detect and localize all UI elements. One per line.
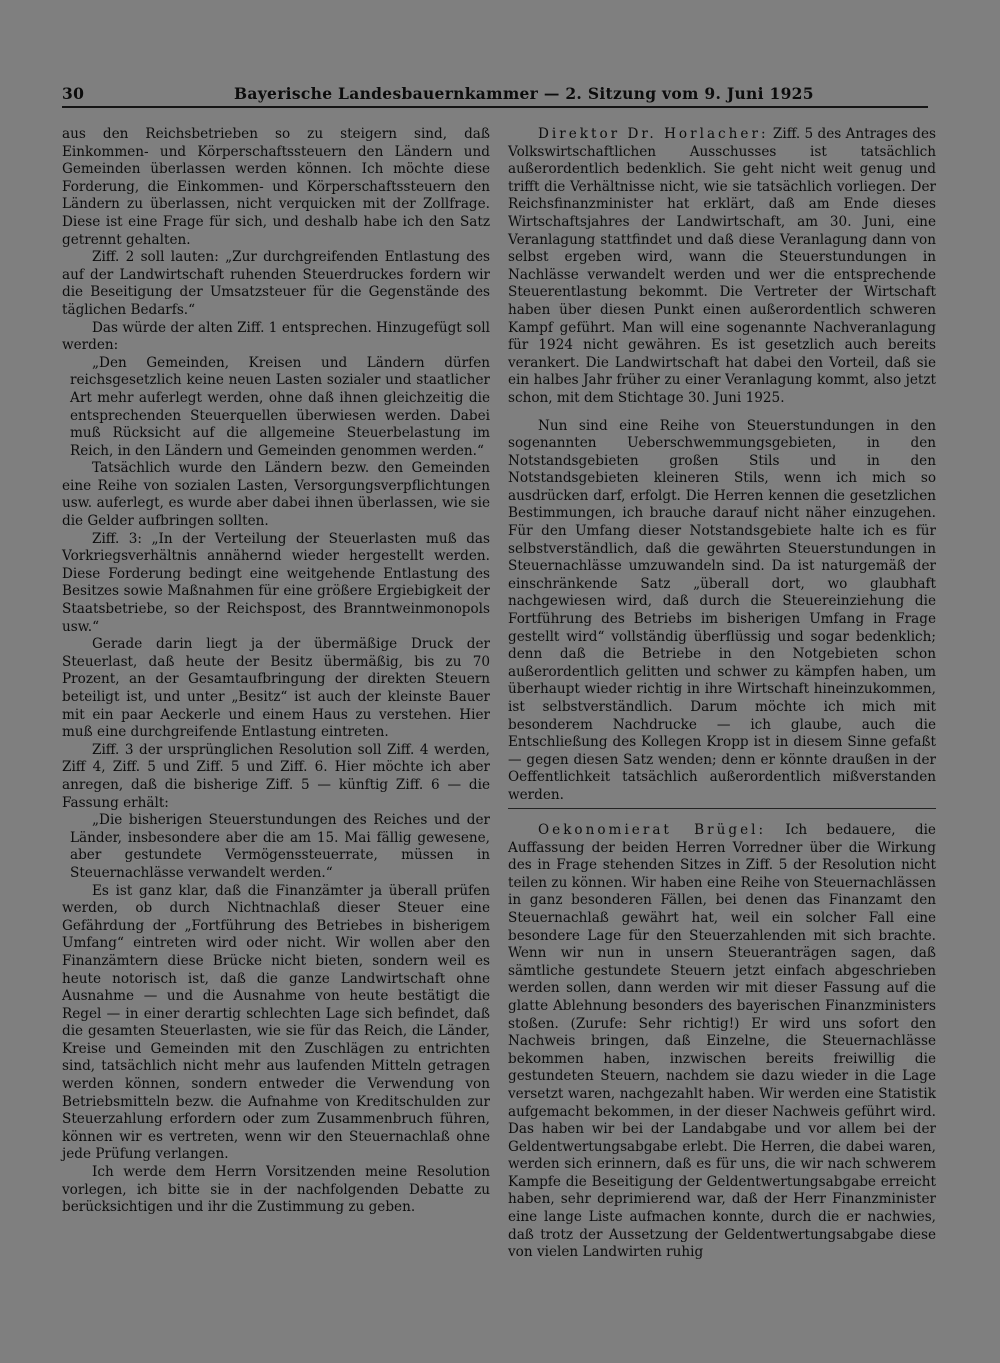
paragraph: Es ist ganz klar, daß die Finanzämter ja überall prüfen werden, ob durch Nichtnachlaß dieser Steuer eine Gefährdung der „Fortführung des Betriebes in bisherigem Umfang“ eintreten wird oder nicht. Wir wollen aber den Finanzämtern diese Brücke nicht bieten, sondern weil es heute notorisch ist, daß die ganze Landwirtschaft ohne Ausnahme — und die Ausnahme von heute bestätigt die Regel — in einer derartig schlechten Lage sich befindet, daß die gesamten Steuerlasten, wie sie für das Reich, die Länder, Kreise und Gemeinden mit den Zuschlägen zu entrichten sind, tatsächlich nicht mehr aus laufenden Mitteln getragen werden können, sondern entweder die Verwendung von Betriebsmitteln bezw. die Aufnahme von Kreditschulden zur Steuerzahlung erfordern oder zum Zusammenbruch führen, können wir es vertreten, wenn wir den Steuernachlaß ohne jede Prüfung verlangen.: [62, 882, 490, 1163]
paragraph: Das würde der alten Ziff. 1 entsprechen. Hinzugefügt soll werden:: [62, 319, 490, 354]
paragraph: Tatsächlich wurde den Ländern bezw. den Gemeinden eine Reihe von sozialen Lasten, Versorgungsverpflichtungen usw. auferlegt, es wurde aber dabei ihnen überlassen, wie sie die Gelder aufbringen sollten.: [62, 460, 490, 530]
paragraph: Nun sind eine Reihe von Steuerstundungen in den sogenannten Ueberschwemmungsgebieten, in den Notstandsgebieten großen Stils und in den Notstandsgebieten kleineren Stils, wenn ich mich so ausdrücken darf, erfolgt. Die Herren kennen die gesetzlichen Bestimmungen, ich brauche darauf nicht näher einzugehen. Für den Umfang dieser Notstandsgebiete halte ich es für selbstverständlich, daß die gewährten Steuerstundungen in Steuernachlässe umzuwandeln sind. Da ist naturgemäß der einschränkende Satz „überall dort, wo glaubhaft nachgewiesen wird, daß durch die Steuereinziehung die Fortführung des Betriebs im bisherigen Umfang in Frage gestellt wird“ vollständig überflüssig und sogar bedenklich; denn daß die Betriebe in den Notgebieten schon außerordentlich gelitten und schwer zu kämpfen haben, um überhaupt wieder richtig in ihre Wirtschaft hineinzukommen, ist selbstverständlich. Darum möchte ich mich mit besonderem Nachdrucke — ich glaube, auch die Entschließung des Kollegen Kropp ist in diesem Sinne gefaßt — gegen diesen Satz wenden; denn er könnte draußen in der Oeffentlichkeit tatsächlich außerordentlich mißverstanden werden.: [508, 417, 936, 803]
page-header: [62, 84, 928, 106]
right-column-bottom: [508, 822, 936, 1262]
speaker-name: Direktor Dr. Horlacher:: [538, 126, 769, 142]
paragraph: Gerade darin liegt ja der übermäßige Druck der Steuerlast, daß heute der Besitz übermäßig, bis zu 70 Prozent, an der Gesamtaufbringung der direkten Steuern beteiligt ist, und unter „Besitz“ ist auch der kleinste Bauer mit ein paar Aeckerle und einem Haus zu verstehen. Hier muß eine durchgreifende Entlastung eintreten.: [62, 636, 490, 741]
paragraph: Ziff. 3 der ursprünglichen Resolution soll Ziff. 4 werden, Ziff 4, Ziff. 5 und Ziff. 5 und Ziff. 6. Hier möchte ich aber anregen, daß die bisherige Ziff. 5 — künftig Ziff. 6 — die Fassung erhält:: [62, 741, 490, 811]
right-column-top: [508, 126, 936, 805]
speech-text: Ich bedauere, die Auffassung der beiden Herren Vorredner über die Wirkung des in Frage stehenden Sitzes in Ziff. 5 der Resolution nicht teilen zu können. Wir haben eine Reihe von Steuernachlässen in ganz besonderen Fällen, bei denen das Finanzamt den Steuernachlaß gewährt hat, weil ein solcher Fall eine besondere Lage für den Steuerzahlenden mit sich brachte. Wenn wir nun in unsern Steueranträgen sagen, daß sämtliche gestundete Steuern jetzt einfach abgeschrieben werden sollen, dann werden wir mit dieser Fassung auf die glatte Ablehnung besonders des bayerischen Finanzministers stoßen. (Zurufe: Sehr richtig!) Er wird uns sofort den Nachweis bringen, daß Einzelne, die Steuernachlässe bekommen haben, inzwischen bereits freiwillig die gestundeten Steuern, nachdem sie dazu wieder in die Lage versetzt waren, nachgezahlt haben. Wir werden eine Statistik aufgemacht bekommen, in der dieser Nachweis geführt wird. Das haben wir bei der Landabgabe und vor allem bei der Geldentwertungsabgabe erlebt. Die Herren, die dabei waren, werden sich erinnern, daß es für uns, die wir nach schwerem Kampfe die Beseitigung der Geldentwertungsabgabe erreicht haben, sehr deprimierend war, daß der Herr Finanzminister eine lange Liste aufmachen konnte, durch die er nachwies, daß trotz der Aussetzung der Geldentwertungsabgabe diese von vielen Landwirten ruhig: [508, 822, 936, 1261]
paragraph: Ich werde dem Herrn Vorsitzenden meine Resolution vorlegen, ich bitte sie in der nachfolgenden Debatte zu berücksichtigen und ihr die Zustimmung zu geben.: [62, 1164, 490, 1216]
quoted-paragraph: „Den Gemeinden, Kreisen und Ländern dürfen reichsgesetzlich keine neuen Lasten sozialer und staatlicher Art mehr auferlegt werden, ohne daß ihnen gleichzeitig die entsprechenden Steuerquellen überwiesen werden. Dabei muß Rücksicht auf die allgemeine Steuerbelastung im Reich, in den Ländern und Gemeinden genommen werden.“: [70, 354, 490, 459]
quoted-paragraph: „Die bisherigen Steuerstundungen des Reiches und der Länder, insbesondere aber die am 15. Mai fällig gewesene, aber gestundete Vermögenssteuerrate, müssen in Steuernachlässe verwandelt werden.“: [70, 812, 490, 881]
paragraph: aus den Reichsbetrieben so zu steigern sind, daß Einkommen- und Körperschaftssteuern den Ländern und Gemeinden überlassen werden können. Ich möchte diese Forderung, die Einkommen- und Körperschaftssteuern den Ländern zu überlassen, nicht verquicken mit der Zollfrage. Diese ist eine Frage für sich, und deshalb habe ich den Satz getrennt gehalten.: [62, 126, 490, 248]
section-divider: [508, 808, 936, 809]
header-rule: [62, 106, 928, 108]
speaker-name: Oekonomierat Brügel:: [538, 822, 767, 838]
running-title: Bayerische Landesbauernkammer — 2. Sitzung vom 9. Juni 1925: [234, 84, 814, 103]
left-column: [62, 126, 490, 1217]
speech-paragraph: [508, 822, 936, 1262]
page-number: 30: [62, 84, 85, 103]
speech-text: Ziff. 5 des Antrages des Volkswirtschaftlichen Ausschusses ist tatsächlich außerordentlich bedenklich. Sie geht nicht weit genug und trifft die Verhältnisse nicht, wie sie tatsächlich vorliegen. Der Reichsfinanzminister hat erklärt, daß am Ende dieses Wirtschaftsjahres der Landwirtschaft, am 30. Juni, eine Veranlagung stattfindet und daß diese Veranlagung dann von selbst ergeben wird, wann die Steuerstundungen in Nachlässe verwandelt werden und wer die entsprechende Steuerentlastung bekommt. Die Vertreter der Wirtschaft haben über diesen Punkt einen außerordentlich schweren Kampf geführt. Man will eine sogenannte Nachveranlagung für 1924 nicht gewähren. Es ist gesetzlich auch bereits verankert. Die Landwirtschaft hat dabei den Vorteil, daß sie ein halbes Jahr früher zu einer Veranlagung kommt, also jetzt schon, mit dem Stichtage 30. Juni 1925.: [508, 126, 936, 406]
paragraph: Ziff. 3: „In der Verteilung der Steuerlasten muß das Vorkriegsverhältnis annähernd wieder hergestellt werden. Diese Forderung bedingt eine weitgehende Entlastung des Besitzes sowie Maßnahmen für eine größere Ergiebigkeit der Staatsbetriebe, so der Reichspost, des Branntweinmonopols usw.“: [62, 530, 490, 635]
paragraph: Ziff. 2 soll lauten: „Zur durchgreifenden Entlastung des auf der Landwirtschaft ruhenden Steuerdruckes fordern wir die Beseitigung der Umsatzsteuer für die Gegenstände des täglichen Bedarfs.“: [62, 249, 490, 318]
speech-paragraph: [508, 126, 936, 408]
